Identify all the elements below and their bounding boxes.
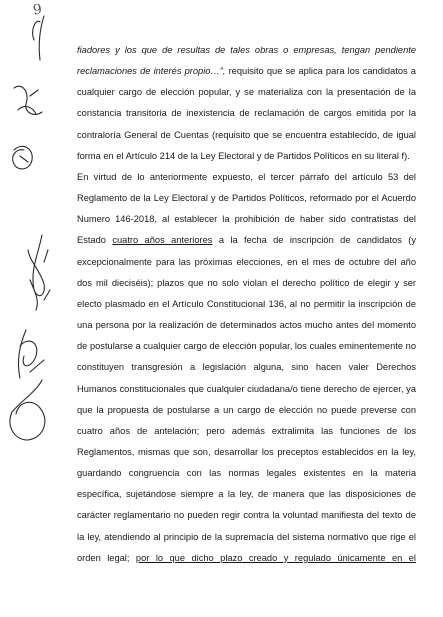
text-line xyxy=(77,315,416,336)
text-segment: Humanos constitucionales que cualquier ciudadana/o tiene derecho de ejercer, ya xyxy=(77,383,416,394)
body-text xyxy=(77,40,416,569)
text-line xyxy=(77,61,416,82)
text-line xyxy=(77,463,416,484)
text-segment: forma en el Artículo 214 de la Ley Electoral y de Partidos Políticos en su literal f). xyxy=(77,150,410,161)
signature-2 xyxy=(13,146,32,169)
text-segment: Reglamento de la Ley Electoral y de Partidos Políticos, reformado por el Acuerdo xyxy=(77,193,416,204)
text-segment: contraloría General de Cuentas (requisito que se encuentra establecido, de igual xyxy=(77,129,416,140)
signature-3 xyxy=(28,235,50,310)
text-segment: dos mil dieciséis); plazos que no solo violan el derecho político de elegir y ser xyxy=(77,277,416,288)
page-number: 9 xyxy=(31,1,43,19)
text-segment: orden legal; xyxy=(77,552,136,563)
text-segment: específica, sujetándose siempre a la ley, de manera que las disposiciones de xyxy=(77,489,416,500)
text-line xyxy=(77,379,416,400)
text-line xyxy=(77,442,416,463)
text-line xyxy=(77,252,416,273)
text-segment: la ley, atendiendo al principio de la supremacía del sistema normativo que rige el xyxy=(77,531,416,542)
text-line xyxy=(77,230,416,251)
text-line xyxy=(77,400,416,421)
text-line xyxy=(77,357,416,378)
text-segment: constancia transitoria de inexistencia de reclamación de cargos emitida por la xyxy=(77,108,416,119)
text-segment: cualquier cargo de elección popular, y se materializa con la presentación de la xyxy=(77,87,416,98)
text-segment: electo plasmado en el Artículo Constitucional 136, al no permitir la inscripción de xyxy=(77,298,416,309)
text-segment: que la propuesta de postularse a un cargo de elección no puede preverse con xyxy=(77,404,416,415)
text-segment: reclamaciones de interés propio…”, xyxy=(77,66,226,77)
signature-4 xyxy=(18,330,44,378)
text-segment: una persona por la realización de determinados actos mucho antes del momento xyxy=(77,320,416,331)
text-line xyxy=(77,273,416,294)
text-line xyxy=(77,40,416,61)
text-line xyxy=(77,294,416,315)
text-segment: cuatro años anteriores xyxy=(112,235,213,246)
text-segment: de postularse a cualquier cargo de elección popular, los cuales eminentemente no xyxy=(77,341,416,352)
text-line xyxy=(77,484,416,505)
text-segment: a la fecha de inscripción de candidatos (y xyxy=(212,235,416,246)
signature-1 xyxy=(14,86,42,114)
text-segment: requisito que se aplica para los candidatos a xyxy=(225,66,416,77)
text-segment: Numero 146-2018, al establecer la prohibición de haber sido contratistas del xyxy=(77,214,416,225)
text-line xyxy=(77,188,416,209)
text-segment: excepcionalmente para las próximas elecciones, en el mes de octubre del año xyxy=(77,256,416,267)
text-segment: carácter reglamentario no pueden regir contra la voluntad manifiesta del texto de xyxy=(77,510,416,521)
text-line xyxy=(77,209,416,230)
text-line xyxy=(77,548,416,569)
handwritten-signatures xyxy=(0,0,70,617)
text-segment: Estado xyxy=(77,235,113,246)
text-line xyxy=(77,527,416,548)
signature-top-stroke xyxy=(33,16,44,60)
text-line xyxy=(77,421,416,442)
text-segment: por lo que dicho plazo creado y regulado únicamente en el xyxy=(135,552,416,563)
text-segment: cuatro años de antelación; pero además extralimita las funciones de los xyxy=(77,425,416,436)
text-segment: En virtud de lo anteriormente expuesto, el tercer párrafo del artículo 53 del xyxy=(77,171,416,182)
signature-5 xyxy=(10,380,45,440)
text-line xyxy=(77,82,416,103)
text-line xyxy=(77,103,416,124)
text-segment: constituyen transgresión a legislación alguna, sino hacen valer Derechos xyxy=(77,362,416,373)
text-line xyxy=(77,146,416,167)
text-line xyxy=(77,336,416,357)
text-segment: fiadores y los que de resultas de tales obras o empresas, tengan pendiente xyxy=(77,45,416,55)
text-line xyxy=(77,505,416,526)
text-segment: Reglamentos, mismas que son, desarrollar los preceptos establecidos en la ley, xyxy=(77,446,416,457)
text-line xyxy=(77,125,416,146)
margin-signatures xyxy=(0,0,70,617)
text-line xyxy=(77,167,416,188)
text-segment: guardando congruencia con las normas legales existentes en la materia xyxy=(77,468,416,479)
